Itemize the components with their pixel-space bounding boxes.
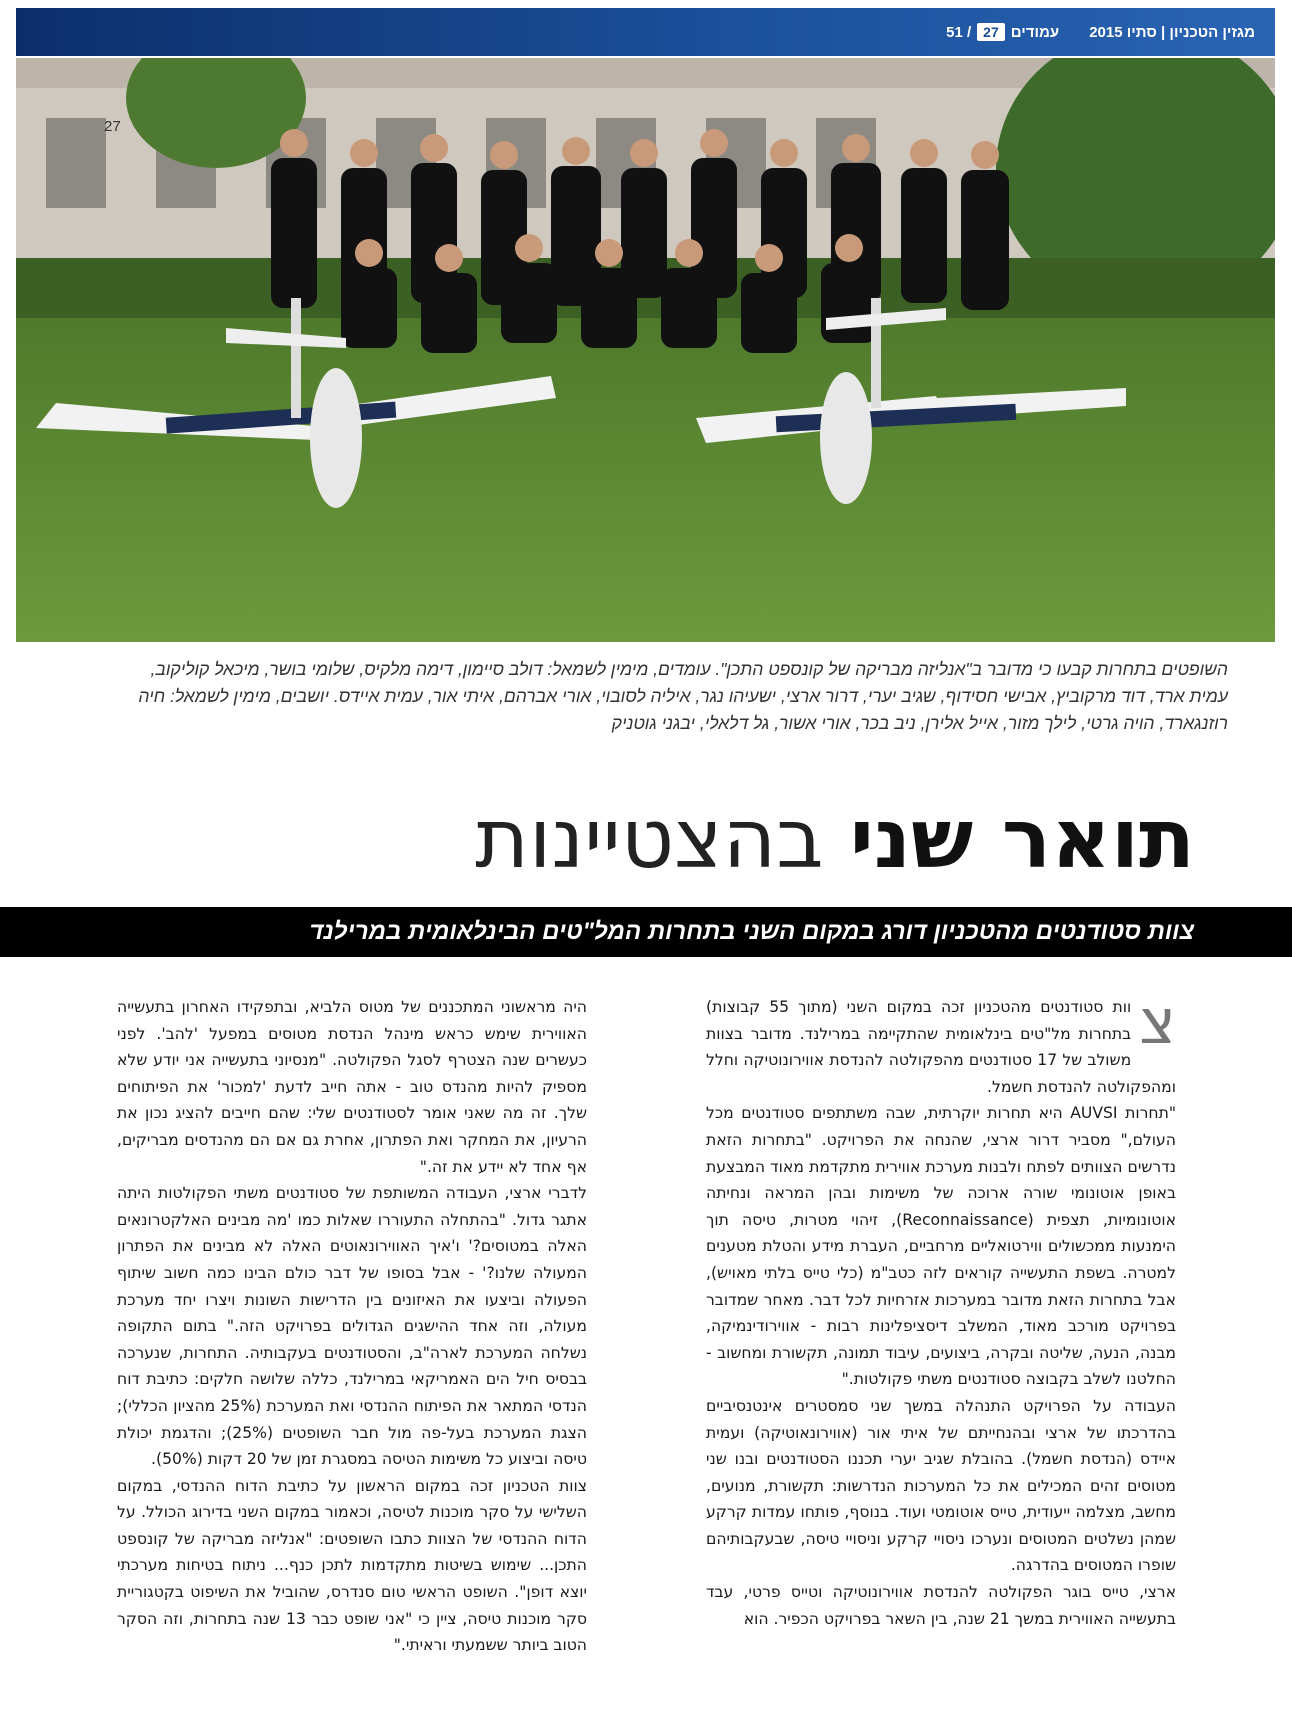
current-page-badge: 27 [977,23,1005,41]
title-light: בהצטיינות [475,792,824,887]
title-bold: תואר שני [849,792,1195,887]
photo-caption: השופטים בתחרות קבעו כי מדובר ב"אנליזה מבריקה של קונספט התכן". עומדים, מימין לשמאל: דולב סיימון, דימה מלקיס, שלומי בושר, מיכאל קוליקוב, עמית ארד, דוד מרקוביץ, אבישי חסידוף, שגיב יערי, דרור ארצי, ישעיהו נגר, איליה לסובוי, אורי אברהם, איתי אור, עמית איידס. יושבים, מימין לשמאל: חיה רוזנגארד, הויה גרטי, לילך מזור, אייל אלירן, ניב בכר, אורי אשור, גל דלאלי, יבגני גוטניק [138,659,1228,733]
group-photo-with-drones-icon [16,58,1275,642]
photo-page-number: 27 [104,118,121,135]
article-column-left [117,994,587,1659]
pages-label: עמודים [1010,23,1060,41]
drop-cap: צ [1139,985,1176,1058]
magazine-header-bar [16,8,1275,56]
team-photo [16,58,1275,642]
paragraph: לדברי ארצי, העבודה המשותפת של סטודנטים משתי הפקולטות היתה אתגר גדול. "בהתחלה התעוררו שאלות כמו 'מה מבינים האלקטרונאים האלה במטוסים?' ו'איך האווירונאוטים האלה לא מבינים את הפתרון המעולה שלנו?' - אבל בסופו של דבר כולם הבינו כמה חשוב שיתוף הפעולה וביצעו את האיזונים בין הדרישות השונות ויצרו יחד מערכת מעולה, וזה אחד ההישגים הגדולים בפרויקט הזה." בתום התקופה נשלחה המערכת לארה"ב, והסטודנטים בעקבותיה. התחרות, שנערכה בבסיס חיל הים האמריקאי במרילנד, כללה שלושה חלקים: כתיבת דוח הנדסי המתאר את הפיתוח ההנדסי ואת המערכת (25% מהציון הכללי); הצגת המערכת בעל-פה מול חבר השופטים (25%); והדגמת יכולת טיסה וביצוע כל משימות הטיסה במסגרת זמן של 20 דקות (50%). [117,1184,587,1469]
paragraph: היה מראשוני המתכננים של מטוס הלביא, ובתפקידו האחרון בתעשייה האווירית שימש כראש מינהל הנדסת מטוסים במפעל 'להב'. לפני כעשרים שנה הצטרף לסגל הפקולטה. "מנסיוני בתעשייה אני יודע שלא מספיק להיות מהנדס טוב - אתה חייב לדעת 'למכור' את הפיתוחים שלך. זה מה שאני אומר לסטודנטים שלי: שהם חייבים להציג נכון את הרעיון, את המחקר ואת הפתרון, אחרת גם אם הם מהנדסים מבריקים, אף אחד לא יידע את זה." [117,998,587,1176]
article-column-right [706,985,1177,1632]
paragraph [706,985,1176,1100]
paragraph-text: וות סטודנטים מהטכניון זכה במקום השני (מתוך 55 קבוצות) בתחרות מל"טים בינלאומית שהתקיימה במרילנד. מדובר בצוות משולב של 17 סטודנטים מהפקולטה להנדסת אווירונוטיקה וחלל ומהפקולטה להנדסת חשמל. [706,998,1176,1096]
page-indicator [946,23,1059,41]
paragraph: ארצי, טייס בוגר הפקולטה להנדסת אווירונוטיקה וטייס פרטי, עבד בתעשייה האווירית במשך 21 שנה, בין השאר בפרויקט הכפיר. הוא [706,1583,1176,1628]
total-pages: / 51 [946,23,972,41]
article-title [100,790,1195,890]
paragraph: צוות הטכניון זכה במקום הראשון על כתיבת הדוח ההנדסי, במקום השלישי על סקר מוכנות לטיסה, וכאמור במקום השני בדירוג הכולל. על הדוח ההנדסי של הצוות כתבו השופטים: "אנליזה מבריקה של קונספט התכן... שימוש בשיטות מתקדמות לתכן כנף... ניתוח בטיחות מערכתי יוצא דופן". השופט הראשי טום סנדרס, שהוביל את השיפוט בקטגוריית סקר מוכנות טיסה, ציין כי "אני שופט כבר 13 שנה בתחרות, וזה הסקר הטוב ביותר ששמעתי וראיתי." [117,1476,587,1655]
subtitle-text: צוות סטודנטים מהטכניון דורג במקום השני בתחרות המל"טים הבינלאומית במרילנד [309,918,1194,945]
article-subtitle [0,907,1292,957]
magazine-name: מגזין הטכניון | סתיו 2015 [1089,23,1255,41]
paragraph: "תחרות AUVSI היא תחרות יוקרתית, שבה משתתפים סטודנטים מכל העולם," מסביר דרור ארצי, שהנחה את הפרויקט. "בתחרות הזאת נדרשים הצוותים לפתח ולבנות מערכת אווירית מתקדמת מאוד המבצעת באופן אוטונומי שורה ארוכה של משימות ובהן המראה ונחיתה אוטונומיות, תצפית (Reconnaissance), זיהוי מטרות, טיסה תוך הימנעות ממכשולים ווירטואליים מרחביים, העברת מידע והטלת מטענים למטרה. בשפת התעשייה קוראים לזה כטב"מ (כלי טייס בלתי מאויש), אבל בתחרות הזאת מדובר במערכות אזרחיות לכל דבר. מאחר שמדובר בפרויקט מורכב מאוד, המשלב דיסציפלינות רבות - אווירודינמיקה, מבנה, הנעה, שליטה ובקרה, ביצועים, עיבוד תמונה, תקשורת ומחשוב - החלטנו לשלב בקבוצה סטודנטים משתי פקולטות." [706,1104,1177,1389]
paragraph: העבודה על הפרויקט התנהלה במשך שני סמסטרים אינטנסיביים בהדרכתו של ארצי ובהנחייתם של איתי אור (אווירונאוטיקה) ועמית איידס (הנדסת חשמל). בהובלת שגיב יערי תכננו הסטודנטים ובנו שני מטוסים זהים המכילים את כל המערכות הנדרשות: תקשורת, מנועים, מחשב, מצלמה ייעודית, טייס אוטומטי ועוד. בנוסף, פותחו עמדות קרקע שמהן נשלטים המטוסים ונערכו ניסויי קרקע וניסויי טיסה, שבעקבותיהם שופרו המטוסים בהדרגה. [706,1396,1176,1575]
